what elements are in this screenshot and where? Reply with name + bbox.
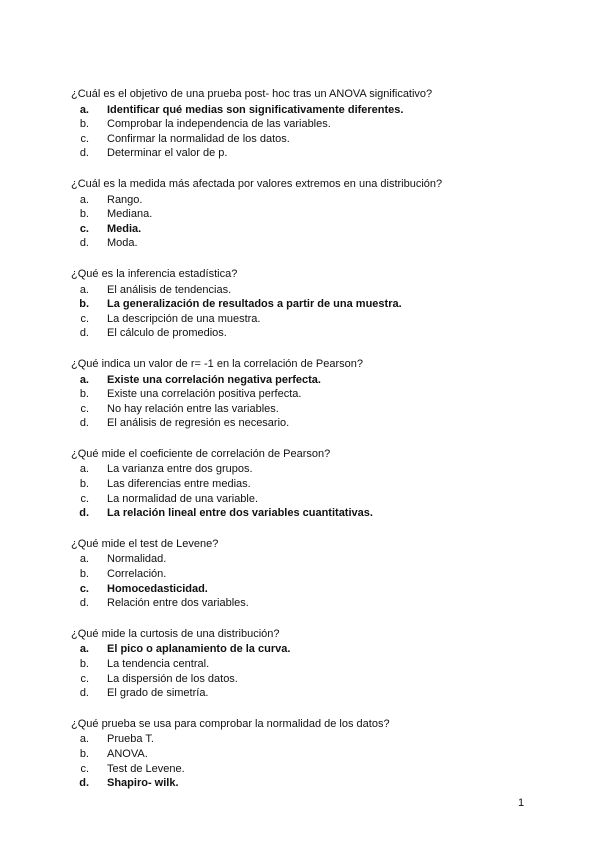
option-letter: b. — [79, 118, 89, 131]
option-item — [71, 492, 571, 507]
option-letter: a. — [79, 103, 89, 116]
option-item — [71, 146, 571, 161]
option-text: Prueba T. — [107, 733, 154, 746]
option-item — [71, 416, 571, 431]
option-text: La normalidad de una variable. — [107, 492, 259, 505]
option-letter: b. — [79, 298, 89, 311]
option-item-correct — [71, 297, 571, 312]
option-list — [71, 103, 571, 161]
question-block — [71, 177, 571, 251]
option-text: El grado de simetría. — [107, 687, 209, 700]
option-list — [71, 642, 571, 700]
option-letter: a. — [79, 733, 89, 746]
option-item — [71, 672, 571, 687]
question-list — [71, 87, 571, 807]
option-text: El pico o aplanamiento de la curva. — [107, 643, 291, 656]
option-item-correct — [71, 582, 571, 597]
option-item-correct — [71, 776, 571, 791]
option-item — [71, 387, 571, 402]
question-text: ¿Cuál es el objetivo de una prueba post- hoc tras un ANOVA significativo? — [71, 88, 433, 100]
option-item — [71, 207, 571, 222]
option-letter: a. — [79, 193, 89, 206]
option-text: No hay relación entre las variables. — [107, 402, 279, 415]
option-item — [71, 402, 571, 417]
option-item — [71, 596, 571, 611]
question-block — [71, 537, 571, 611]
page-number: 1 — [518, 797, 525, 809]
option-letter: d. — [79, 597, 89, 610]
option-item — [71, 312, 571, 327]
question-text: ¿Qué mide la curtosis de una distribución? — [71, 627, 280, 640]
option-text: La relación lineal entre dos variables cuantitativas. — [107, 507, 373, 520]
option-letter: c. — [80, 672, 89, 685]
option-item-correct — [71, 222, 571, 237]
option-letter: c. — [80, 492, 89, 505]
option-letter: d. — [79, 777, 89, 790]
option-text: Relación entre dos variables. — [107, 597, 249, 610]
option-letter: c. — [80, 762, 89, 775]
option-item — [71, 283, 571, 298]
option-text: La varianza entre dos grupos. — [107, 463, 253, 476]
question-block — [71, 87, 571, 161]
option-letter: d. — [79, 417, 89, 430]
option-item — [71, 762, 571, 777]
option-text: Correlación. — [107, 568, 167, 581]
option-text: El análisis de regresión es necesario. — [107, 417, 290, 430]
option-text: Comprobar la independencia de las variables. — [107, 118, 331, 131]
option-text: La dispersión de los datos. — [107, 672, 238, 685]
option-letter: c. — [80, 132, 89, 145]
option-list — [71, 373, 571, 431]
question-text: ¿Qué mide el coeficiente de correlación de Pearson? — [71, 447, 331, 460]
option-letter: b. — [79, 568, 89, 581]
option-text: Test de Levene. — [107, 762, 185, 775]
option-text: La descripción de una muestra. — [107, 312, 261, 325]
option-item — [71, 236, 571, 251]
option-item-correct — [71, 506, 571, 521]
question-block — [71, 267, 571, 341]
option-item — [71, 686, 571, 701]
option-item — [71, 477, 571, 492]
option-letter: c. — [80, 402, 89, 415]
option-text: Confirmar la normalidad de los datos. — [107, 132, 290, 145]
option-item — [71, 117, 571, 132]
question-text: ¿Qué prueba se usa para comprobar la normalidad de los datos? — [71, 717, 390, 730]
option-text: Homocedasticidad. — [107, 582, 208, 595]
question-text: ¿Qué mide el test de Levene? — [71, 537, 219, 550]
option-letter: c. — [80, 312, 89, 325]
option-item — [71, 326, 571, 341]
option-text: Normalidad. — [107, 553, 167, 566]
option-letter: d. — [79, 507, 89, 520]
option-letter: a. — [79, 373, 89, 386]
option-text: El cálculo de promedios. — [107, 327, 227, 340]
option-list — [71, 193, 571, 251]
option-item — [71, 132, 571, 147]
option-letter: d. — [79, 237, 89, 250]
question-block — [71, 357, 571, 431]
question-text: ¿Cuál es la medida más afectada por valores extremos en una distribución? — [71, 177, 443, 190]
option-letter: c. — [79, 582, 89, 595]
option-letter: c. — [79, 222, 89, 235]
option-letter: b. — [79, 747, 89, 760]
option-list — [71, 283, 571, 341]
option-item — [71, 567, 571, 582]
option-text: Shapiro- wilk. — [107, 777, 179, 790]
option-letter: d. — [79, 327, 89, 340]
option-letter: d. — [79, 147, 89, 160]
option-item — [71, 732, 571, 747]
option-text: Determinar el valor de p. — [107, 147, 228, 160]
option-list — [71, 462, 571, 520]
option-list — [71, 732, 571, 790]
option-item-correct — [71, 103, 571, 118]
option-text: Moda. — [107, 237, 138, 250]
option-text: El análisis de tendencias. — [107, 283, 232, 296]
question-block — [71, 717, 571, 791]
option-item — [71, 657, 571, 672]
option-text: ANOVA. — [107, 747, 148, 760]
option-letter: b. — [79, 478, 89, 491]
option-list — [71, 552, 571, 610]
option-item — [71, 193, 571, 208]
option-text: Existe una correlación positiva perfecta. — [107, 388, 302, 401]
option-letter: b. — [79, 388, 89, 401]
option-text: Media. — [107, 222, 142, 235]
option-item-correct — [71, 642, 571, 657]
option-letter: a. — [79, 643, 89, 656]
option-item — [71, 747, 571, 762]
question-block — [71, 627, 571, 701]
option-letter: b. — [79, 658, 89, 670]
option-text: Mediana. — [107, 208, 153, 221]
option-text: Las diferencias entre medias. — [107, 478, 251, 491]
option-item-correct — [71, 373, 571, 388]
question-text: ¿Qué es la inferencia estadística? — [71, 267, 238, 280]
option-text: Existe una correlación negativa perfecta. — [107, 373, 321, 386]
question-block — [71, 447, 571, 521]
option-letter: a. — [79, 283, 89, 296]
option-text: Identificar qué medias son significativamente diferentes. — [107, 103, 404, 116]
option-letter: b. — [79, 208, 89, 221]
option-text: La tendencia central. — [107, 658, 210, 670]
option-letter: a. — [79, 463, 89, 476]
option-item — [71, 462, 571, 477]
option-text: Rango. — [107, 193, 143, 206]
option-text: La generalización de resultados a partir de una muestra. — [107, 298, 402, 311]
option-letter: a. — [79, 553, 89, 566]
question-text: ¿Qué indica un valor de r= -1 en la correlación de Pearson? — [71, 357, 363, 370]
option-item — [71, 552, 571, 567]
option-letter: d. — [79, 687, 89, 700]
